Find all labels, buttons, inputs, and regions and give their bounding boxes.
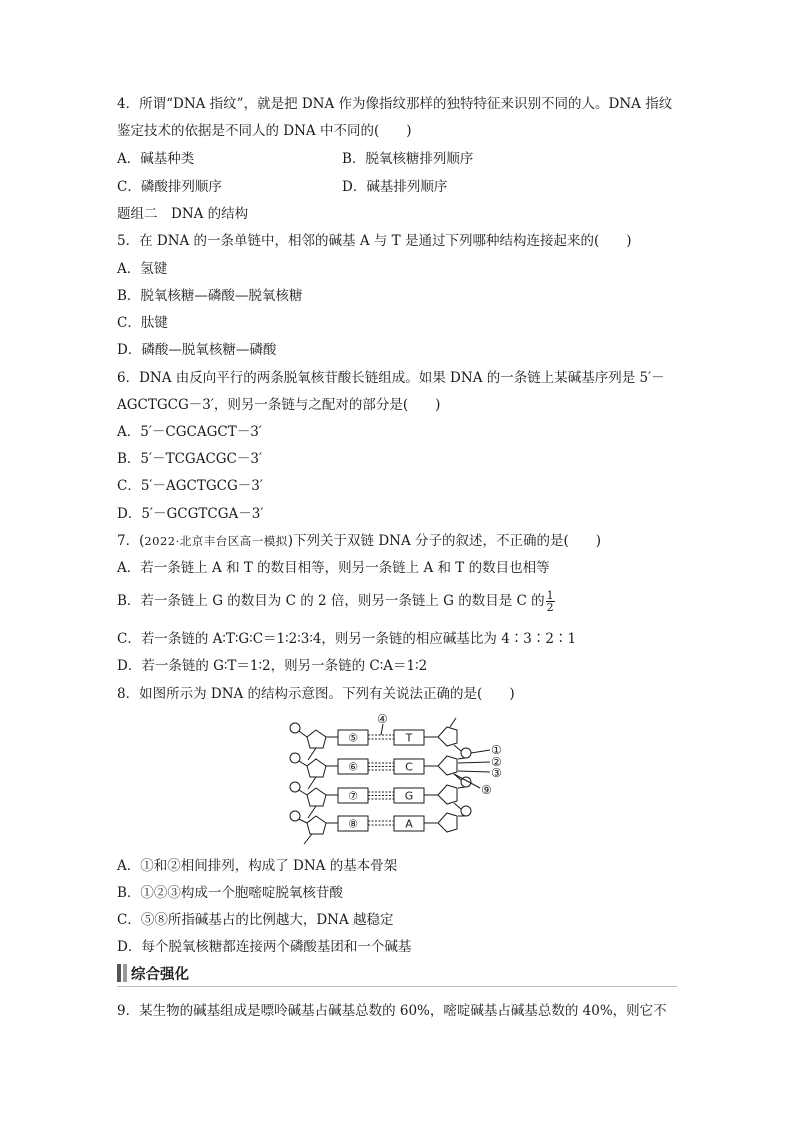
leader-line: [458, 762, 490, 763]
q5-option-a: A．氢键: [117, 261, 168, 277]
q6-option-a: A．5′－CGCAGCT－3′: [117, 424, 262, 440]
q6-option-d: D．5′－GCGTCGA－3′: [117, 506, 264, 522]
q5-option-d: D．磷酸—脱氧核糖—磷酸: [117, 342, 277, 358]
q8-option-b: B．①②③构成一个胞嘧啶脱氧核苷酸: [117, 885, 343, 901]
label-9: ⑨: [481, 783, 492, 797]
q5-option-c: C．肽键: [117, 315, 168, 331]
fraction-denominator: 2: [546, 601, 554, 614]
q7-stem-prefix: 7．(: [117, 533, 145, 549]
deoxyribose-pentagon: [438, 756, 457, 775]
q7-option-a: A．若一条链上 A 和 T 的数目相等，则另一条链上 A 和 T 的数目也相等: [117, 560, 550, 576]
deoxyribose-pentagon: [438, 813, 457, 832]
q6-stem-line-1: 6．DNA 由反向平行的两条脱氧核苷酸长链组成。如果 DNA 的一条链上某碱基序列是 5′－: [117, 370, 665, 386]
q6-option-c: C．5′－AGCTGCG－3′: [117, 478, 263, 494]
q8-option-c: C．⑤⑧所指碱基占的比例越大，DNA 越稳定: [117, 912, 394, 928]
deoxyribose-pentagon: [307, 759, 326, 777]
q4-stem-line-2: 鉴定技术的依据是不同人的 DNA 中不同的( ): [117, 123, 412, 139]
fraction-numerator: 1: [546, 589, 554, 602]
phosphate-circle: [461, 748, 471, 758]
phosphate-circle: [290, 753, 300, 763]
q7-option-b: [117, 590, 555, 613]
q4-option-c: C．磷酸排列顺序: [117, 179, 222, 195]
label-3: ③: [491, 766, 502, 780]
q7-option-b-text: B．若一条链上 G 的数目为 C 的 2 倍，则另一条链上 G 的数目是 C 的: [117, 593, 545, 609]
deoxyribose-pentagon: [438, 727, 457, 746]
base-label: ⑦: [348, 789, 358, 803]
base-label: C: [405, 760, 413, 774]
q4-stem-line-1: 4．所谓“DNA 指纹”，就是把 DNA 作为像指纹那样的独特特征来识别不同的人。DNA 指纹: [117, 96, 673, 112]
deoxyribose-pentagon: [307, 730, 326, 748]
q5-option-b: B．脱氧核糖—磷酸—脱氧核糖: [117, 288, 303, 304]
dna-structure-diagram: [280, 710, 520, 850]
label-2: ②: [491, 755, 502, 769]
leader-line: [458, 771, 490, 772]
section-divider: [117, 986, 677, 987]
fraction: [546, 590, 555, 613]
group2-title: 题组二 DNA 的结构: [117, 206, 249, 222]
q5-stem: 5．在 DNA 的一条单链中，相邻的碱基 A 与 T 是通过下列哪种结构连接起来的( ): [117, 233, 632, 249]
base-label: ⑥: [348, 760, 358, 774]
section-header: [117, 962, 189, 984]
q6-stem-line-2: AGCTGCG－3′，则另一条链与之配对的部分是( ): [117, 397, 441, 413]
deoxyribose-pentagon: [438, 785, 457, 804]
leader-line: [471, 750, 490, 753]
base-label: ⑤: [348, 731, 358, 745]
section-marker-icon: [117, 964, 121, 982]
base-label: G: [404, 789, 414, 803]
q8-stem: 8．如图所示为 DNA 的结构示意图。下列有关说法正确的是( ): [117, 686, 515, 702]
section-title: 综合强化: [131, 966, 189, 983]
q9-stem: 9．某生物的碱基组成是嘌呤碱基占碱基总数的 60%，嘧啶碱基占碱基总数的 40%，则它不: [117, 1003, 667, 1019]
q7-option-d: D．若一条链的 G∶T＝1∶2，则另一条链的 C∶A＝1∶2: [117, 658, 428, 674]
phosphate-circle: [290, 723, 300, 733]
q7-source: 2022·北京丰台区高一模拟: [144, 534, 288, 548]
deoxyribose-pentagon: [307, 788, 326, 806]
base-label: T: [405, 731, 413, 745]
phosphate-circle: [290, 782, 300, 792]
hydrogen-bonds: [368, 735, 394, 825]
label-1: ①: [491, 743, 502, 757]
q7-option-c: C．若一条链的 A∶T∶G∶C＝1∶2∶3∶4，则另一条链的相应碱基比为 4∶3∶2∶1: [117, 631, 577, 647]
phosphate-circle: [290, 811, 300, 821]
label-4: ④: [377, 712, 388, 726]
q4-option-d: D．碱基排列顺序: [342, 179, 448, 195]
q7-stem-suffix: )下列关于双链 DNA 分子的叙述，不正确的是( ): [287, 533, 602, 549]
deoxyribose-pentagon: [307, 816, 326, 834]
q4-option-a: A．碱基种类: [117, 151, 195, 167]
q7-stem: [117, 532, 601, 550]
section-marker-icon: [123, 964, 127, 982]
q4-option-b: B．脱氧核糖排列顺序: [342, 151, 474, 167]
base-label: ⑧: [348, 817, 358, 831]
base-label: A: [405, 817, 413, 831]
q8-option-a: A．①和②相间排列，构成了 DNA 的基本骨架: [117, 858, 398, 874]
phosphate-circle: [461, 806, 471, 816]
q6-option-b: B．5′－TCGACGC－3′: [117, 451, 263, 467]
q8-option-d: D．每个脱氧核糖都连接两个磷酸基团和一个碱基: [117, 939, 412, 955]
